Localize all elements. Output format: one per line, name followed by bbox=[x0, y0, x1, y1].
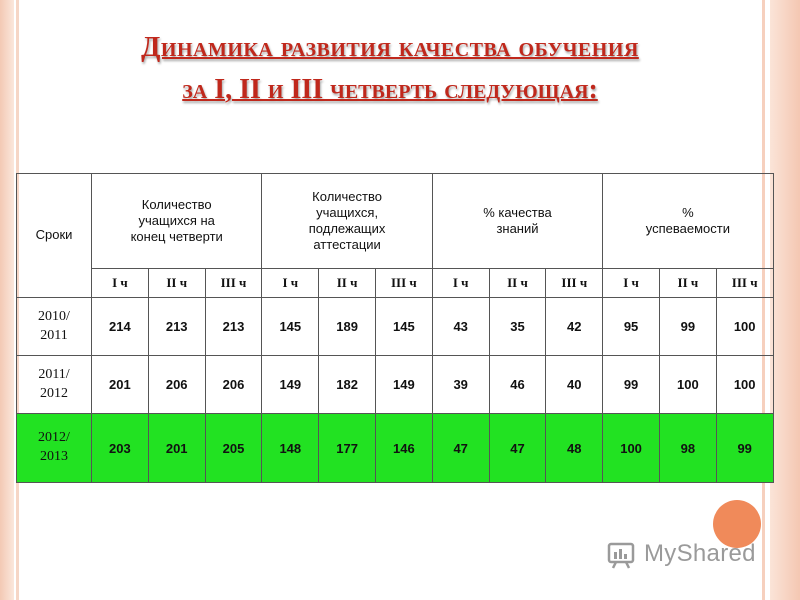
table-cell: 205 bbox=[205, 414, 262, 483]
slide-frame-right bbox=[770, 0, 800, 600]
table-cell: 39 bbox=[432, 356, 489, 414]
header-term: Сроки bbox=[17, 174, 92, 298]
table-cell: 189 bbox=[319, 298, 376, 356]
quarter-label: II ч bbox=[659, 269, 716, 298]
table-cell: 98 bbox=[659, 414, 716, 483]
table-cell: 203 bbox=[92, 414, 149, 483]
quarter-label: II ч bbox=[148, 269, 205, 298]
table-cell: 206 bbox=[148, 356, 205, 414]
table-cell: 146 bbox=[375, 414, 432, 483]
quarter-label: III ч bbox=[546, 269, 603, 298]
table-cell: 100 bbox=[603, 414, 660, 483]
table-cell: 213 bbox=[148, 298, 205, 356]
table-cell: 213 bbox=[205, 298, 262, 356]
slide-title bbox=[20, 34, 760, 104]
table-cell: 145 bbox=[375, 298, 432, 356]
quarter-label: III ч bbox=[205, 269, 262, 298]
row-term: 2010/ 2011 bbox=[17, 298, 92, 356]
header-group-students-attest: Количество учащихся, подлежащих аттестации bbox=[262, 174, 432, 269]
header-group-quality: % качества знаний bbox=[432, 174, 602, 269]
table-cell: 201 bbox=[148, 414, 205, 483]
table-cell: 47 bbox=[489, 414, 546, 483]
table-cell: 43 bbox=[432, 298, 489, 356]
myshared-logo-icon bbox=[606, 538, 638, 570]
table-cell: 99 bbox=[659, 298, 716, 356]
quarter-label: I ч bbox=[603, 269, 660, 298]
quarter-label: II ч bbox=[319, 269, 376, 298]
table-cell: 48 bbox=[546, 414, 603, 483]
table-cell: 100 bbox=[716, 356, 773, 414]
table-cell: 182 bbox=[319, 356, 376, 414]
table-cell: 149 bbox=[375, 356, 432, 414]
quarter-label: II ч bbox=[489, 269, 546, 298]
table-cell: 95 bbox=[603, 298, 660, 356]
table-cell: 100 bbox=[716, 298, 773, 356]
title-line-1: Динамика развития качества обучения bbox=[141, 32, 639, 63]
table-cell: 99 bbox=[716, 414, 773, 483]
slide-frame-left bbox=[0, 0, 14, 600]
quarter-label: I ч bbox=[432, 269, 489, 298]
table-header-row bbox=[17, 174, 774, 269]
table-cell: 99 bbox=[603, 356, 660, 414]
table-row bbox=[17, 298, 774, 356]
table-cell: 46 bbox=[489, 356, 546, 414]
table-cell: 148 bbox=[262, 414, 319, 483]
header-group-success: % успеваемости bbox=[603, 174, 773, 269]
header-group-students-end: Количество учащихся на конец четверти bbox=[92, 174, 262, 269]
table-row bbox=[17, 356, 774, 414]
table-cell: 47 bbox=[432, 414, 489, 483]
table-quarter-row bbox=[17, 269, 774, 298]
table-cell: 201 bbox=[92, 356, 149, 414]
table-cell: 145 bbox=[262, 298, 319, 356]
row-term: 2012/ 2013 bbox=[17, 414, 92, 483]
logo-text: MyShared bbox=[644, 540, 756, 567]
quality-table bbox=[16, 173, 774, 483]
table-cell: 40 bbox=[546, 356, 603, 414]
quarter-label: I ч bbox=[92, 269, 149, 298]
table-row-highlighted bbox=[17, 414, 774, 483]
quarter-label: I ч bbox=[262, 269, 319, 298]
quarter-label: III ч bbox=[375, 269, 432, 298]
table-cell: 35 bbox=[489, 298, 546, 356]
title-line-2: за I, II и III четверть следующая: bbox=[182, 74, 598, 105]
row-term: 2011/ 2012 bbox=[17, 356, 92, 414]
table-cell: 177 bbox=[319, 414, 376, 483]
table-cell: 42 bbox=[546, 298, 603, 356]
table-cell: 100 bbox=[659, 356, 716, 414]
table-cell: 206 bbox=[205, 356, 262, 414]
table-cell: 149 bbox=[262, 356, 319, 414]
myshared-logo bbox=[606, 536, 756, 572]
quarter-label: III ч bbox=[716, 269, 773, 298]
table-cell: 214 bbox=[92, 298, 149, 356]
